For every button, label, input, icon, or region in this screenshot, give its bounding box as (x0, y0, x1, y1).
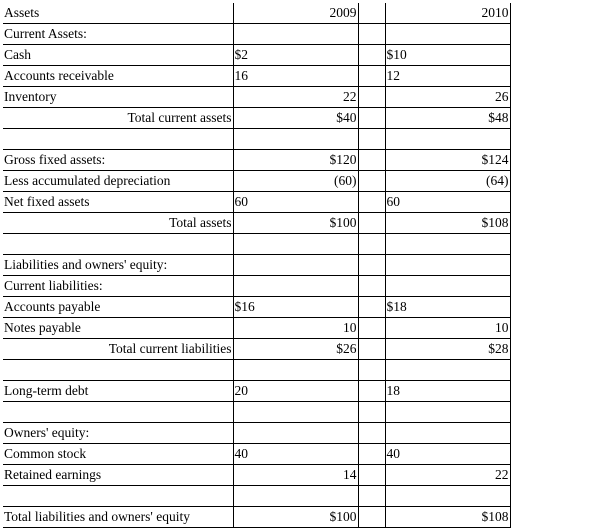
table-row (3, 192, 510, 213)
value-2009 (233, 234, 358, 255)
table-row (3, 318, 510, 339)
row-label: Accounts receivable (3, 66, 233, 87)
gap-cell (358, 402, 385, 423)
row-label: Notes payable (3, 318, 233, 339)
value-2009 (233, 276, 358, 297)
value-2010: 22 (385, 465, 510, 486)
balance-sheet-body (3, 3, 510, 528)
header-year-2010: 2010 (385, 3, 510, 24)
row-label: Gross fixed assets: (3, 150, 233, 171)
row-label: Accounts payable (3, 297, 233, 318)
gap-cell (358, 87, 385, 108)
table-row (3, 66, 510, 87)
value-2009: 20 (233, 381, 358, 402)
table-row (3, 255, 510, 276)
value-2010 (385, 129, 510, 150)
value-2009: 14 (233, 465, 358, 486)
value-2010: 40 (385, 444, 510, 465)
table-row (3, 87, 510, 108)
gap-cell (358, 24, 385, 45)
value-2010 (385, 402, 510, 423)
value-2010: $108 (385, 213, 510, 234)
value-2010: 26 (385, 87, 510, 108)
value-2010: 60 (385, 192, 510, 213)
value-2009: 40 (233, 444, 358, 465)
table-row (3, 486, 510, 507)
value-2009: $2 (233, 45, 358, 66)
gap-cell (358, 108, 385, 129)
gap-cell (358, 129, 385, 150)
row-label (3, 486, 233, 507)
gap-cell (358, 3, 385, 24)
gap-cell (358, 297, 385, 318)
value-2009: $16 (233, 297, 358, 318)
table-row (3, 276, 510, 297)
table-row (3, 150, 510, 171)
row-label (3, 402, 233, 423)
gap-cell (358, 276, 385, 297)
value-2010: $108 (385, 507, 510, 528)
value-2010: 10 (385, 318, 510, 339)
value-2009: $40 (233, 108, 358, 129)
table-row (3, 381, 510, 402)
row-label: Less accumulated depreciation (3, 171, 233, 192)
gap-cell (358, 255, 385, 276)
value-2009: $100 (233, 213, 358, 234)
value-2010 (385, 24, 510, 45)
table-row (3, 297, 510, 318)
table-row (3, 339, 510, 360)
value-2010 (385, 234, 510, 255)
row-label: Liabilities and owners' equity: (3, 255, 233, 276)
value-2009: 10 (233, 318, 358, 339)
value-2009 (233, 129, 358, 150)
row-label (3, 360, 233, 381)
value-2010 (385, 486, 510, 507)
table-row (3, 45, 510, 66)
value-2009: $100 (233, 507, 358, 528)
gap-cell (358, 213, 385, 234)
row-label: Total current assets (3, 108, 233, 129)
gap-cell (358, 423, 385, 444)
row-label (3, 129, 233, 150)
value-2009: (60) (233, 171, 358, 192)
gap-cell (358, 339, 385, 360)
table-row (3, 423, 510, 444)
table-row (3, 24, 510, 45)
row-label: Owners' equity: (3, 423, 233, 444)
table-row (3, 234, 510, 255)
table-row (3, 465, 510, 486)
gap-cell (358, 66, 385, 87)
gap-cell (358, 234, 385, 255)
gap-cell (358, 381, 385, 402)
value-2009: 22 (233, 87, 358, 108)
gap-cell (358, 465, 385, 486)
balance-sheet-table (3, 3, 511, 528)
gap-cell (358, 171, 385, 192)
table-row (3, 360, 510, 381)
row-label: Common stock (3, 444, 233, 465)
value-2009: $26 (233, 339, 358, 360)
gap-cell (358, 318, 385, 339)
value-2010: 12 (385, 66, 510, 87)
value-2010: $124 (385, 150, 510, 171)
gap-cell (358, 360, 385, 381)
table-row (3, 444, 510, 465)
value-2010: $48 (385, 108, 510, 129)
row-label (3, 234, 233, 255)
value-2009 (233, 402, 358, 423)
header-row (3, 3, 510, 24)
row-label: Current liabilities: (3, 276, 233, 297)
gap-cell (358, 150, 385, 171)
value-2009 (233, 24, 358, 45)
row-label: Cash (3, 45, 233, 66)
row-label: Total liabilities and owners' equity (3, 507, 233, 528)
value-2010 (385, 255, 510, 276)
gap-cell (358, 507, 385, 528)
header-label: Assets (3, 3, 233, 24)
value-2009: 16 (233, 66, 358, 87)
value-2010 (385, 423, 510, 444)
row-label: Total current liabilities (3, 339, 233, 360)
table-row (3, 171, 510, 192)
row-label: Inventory (3, 87, 233, 108)
table-row (3, 507, 510, 528)
header-year-2009: 2009 (233, 3, 358, 24)
row-label: Retained earnings (3, 465, 233, 486)
gap-cell (358, 444, 385, 465)
value-2010: $10 (385, 45, 510, 66)
table-row (3, 213, 510, 234)
table-row (3, 108, 510, 129)
gap-cell (358, 192, 385, 213)
value-2009: 60 (233, 192, 358, 213)
value-2009 (233, 255, 358, 276)
table-row (3, 402, 510, 423)
value-2009: $120 (233, 150, 358, 171)
value-2009 (233, 360, 358, 381)
value-2010 (385, 276, 510, 297)
value-2010: $28 (385, 339, 510, 360)
row-label: Net fixed assets (3, 192, 233, 213)
row-label: Current Assets: (3, 24, 233, 45)
table-row (3, 129, 510, 150)
value-2009 (233, 486, 358, 507)
value-2010: 18 (385, 381, 510, 402)
row-label: Long-term debt (3, 381, 233, 402)
row-label: Total assets (3, 213, 233, 234)
gap-cell (358, 486, 385, 507)
value-2009 (233, 423, 358, 444)
value-2010: (64) (385, 171, 510, 192)
value-2010: $18 (385, 297, 510, 318)
value-2010 (385, 360, 510, 381)
gap-cell (358, 45, 385, 66)
